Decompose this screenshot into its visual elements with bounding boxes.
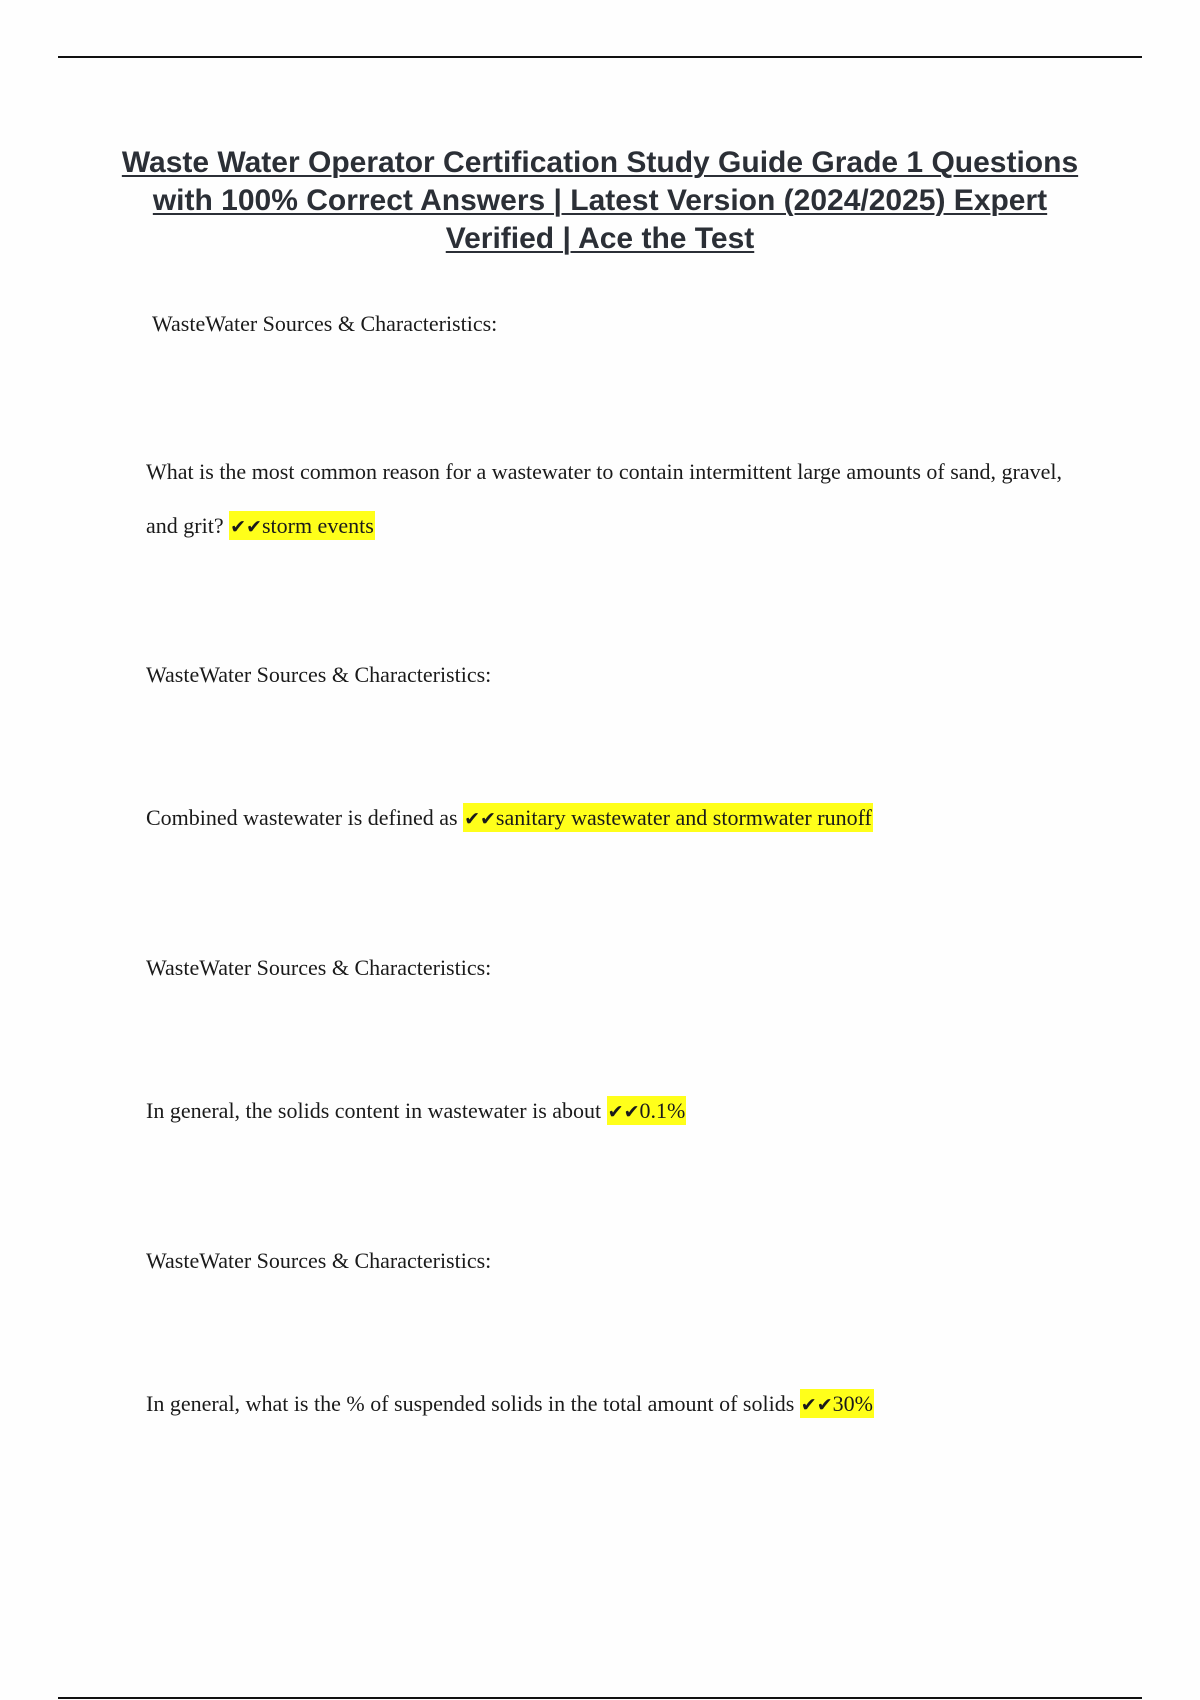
section-label: WasteWater Sources & Characteristics: <box>146 1248 492 1273</box>
answer-text: 0.1% <box>639 1098 686 1123</box>
question-block <box>146 791 1096 846</box>
document-title: Waste Water Operator Certification Study Guide Grade 1 Questions with 100% Correct Answers | Latest Version (2024/2025) Expert Verified | Ace the Test <box>121 146 1079 255</box>
section-label: WasteWater Sources & Characteristics: <box>146 662 492 687</box>
check-icon: ✔✔ <box>464 808 496 830</box>
check-icon: ✔✔ <box>230 516 262 538</box>
section-label: WasteWater Sources & Characteristics: <box>152 311 498 336</box>
question-block <box>146 445 1096 554</box>
answer-text: sanitary wastewater and stormwater runoff <box>495 805 872 830</box>
question-text: Combined wastewater is defined as <box>146 805 458 830</box>
answer-highlight <box>800 1389 874 1418</box>
header-rule <box>58 56 1142 58</box>
section-label: WasteWater Sources & Characteristics: <box>146 955 492 980</box>
answer-text: 30% <box>832 1391 873 1416</box>
answer-text: storm events <box>261 513 374 538</box>
footer-rule <box>58 1697 1142 1699</box>
question-text: What is the most common reason for a wastewater to contain intermittent large amounts of sand, gravel, and grit? <box>146 459 1062 538</box>
question-block <box>146 1377 1096 1432</box>
answer-highlight <box>607 1096 687 1125</box>
question-text: In general, the solids content in wastewater is about <box>146 1098 602 1123</box>
check-icon: ✔✔ <box>800 1394 833 1416</box>
answer-highlight <box>463 803 873 832</box>
answer-highlight <box>229 511 375 540</box>
check-icon: ✔✔ <box>607 1101 640 1123</box>
question-block <box>146 1084 1096 1139</box>
question-text: In general, what is the % of suspended solids in the total amount of solids <box>146 1391 795 1416</box>
